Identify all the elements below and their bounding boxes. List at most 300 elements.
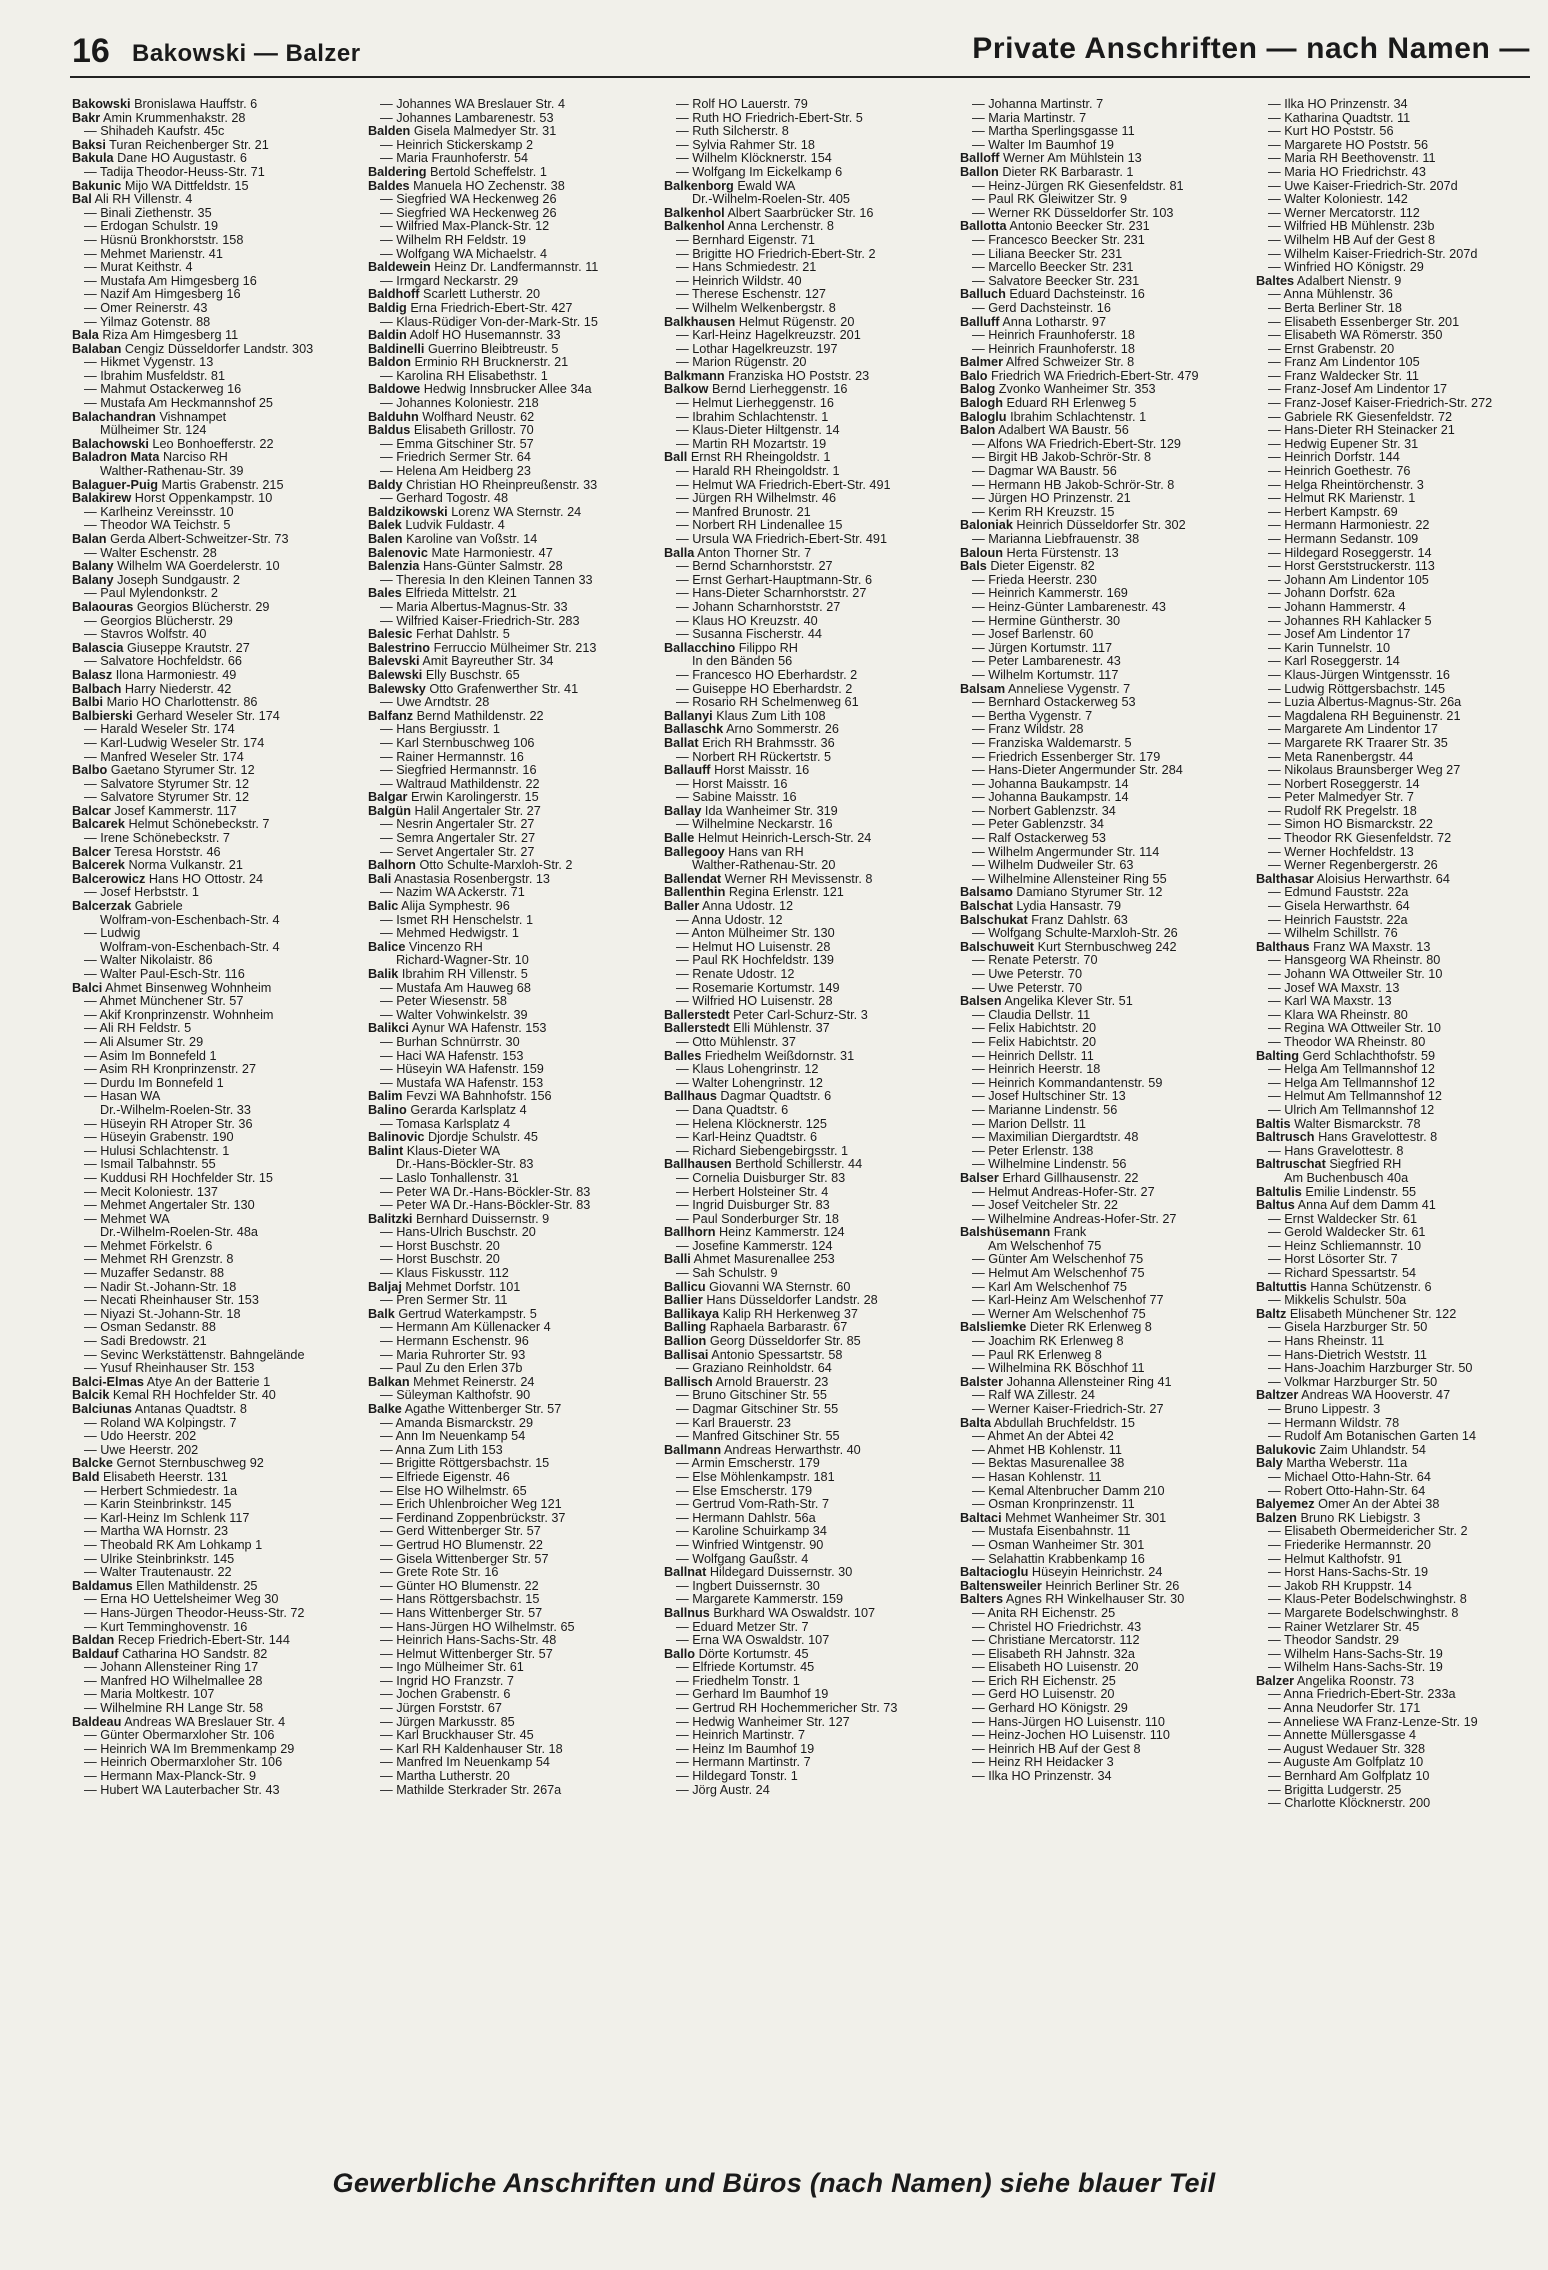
surname: Balcerzak xyxy=(72,900,132,914)
entry-details: Gerhard Weseler Str. 174 xyxy=(136,709,280,723)
entry-details: Dagmar Quadtstr. 6 xyxy=(720,1090,832,1104)
directory-subentry: — Marianne Lindenstr. 56 xyxy=(972,1103,1118,1117)
directory-subentry: — Karl WA Maxstr. 13 xyxy=(1268,995,1392,1009)
surname: Baltulis xyxy=(1256,1185,1302,1199)
directory-subentry: — Ferdinand Zoppenbrückstr. 37 xyxy=(380,1511,566,1525)
entry-details: Damiano Styrumer Str. 12 xyxy=(1016,886,1163,900)
surname: Balta xyxy=(960,1416,992,1430)
entry-details: Josef Kammerstr. 117 xyxy=(114,804,237,818)
directory-subentry: — Hermann HB Jakob-Schrör-Str. 8 xyxy=(972,478,1175,492)
directory-subentry: — Werner Am Welschenhof 75 xyxy=(972,1307,1146,1321)
directory-subentry: — Rudolf RK Pregelstr. 18 xyxy=(1268,804,1417,818)
directory-subentry: — Katharina Quadtstr. 11 xyxy=(1268,111,1411,125)
directory-entry xyxy=(72,451,348,465)
directory-subentry: — Martin RH Mozartstr. 19 xyxy=(676,437,827,451)
entry-continuation: In den Bänden 56 xyxy=(692,655,793,669)
directory-subentry: — Anita RH Eichenstr. 25 xyxy=(972,1606,1116,1620)
directory-subentry: — Francesco HO Eberhardstr. 2 xyxy=(676,668,858,682)
entry-details: Anna Lerchenstr. 8 xyxy=(727,220,834,234)
directory-subentry: — Nadir St.-Johann-Str. 18 xyxy=(84,1280,237,1294)
directory-subentry: — Liliana Beecker Str. 231 xyxy=(972,247,1123,261)
directory-entry xyxy=(1256,1199,1532,1213)
directory-subentry: — Ali Alsumer Str. 29 xyxy=(84,1035,204,1049)
directory-entry xyxy=(664,873,940,887)
directory-subentry: — Anton Mülheimer Str. 130 xyxy=(676,927,835,941)
directory-subentry: — Gerd Dachsteinstr. 16 xyxy=(972,301,1111,315)
directory-entry xyxy=(72,669,348,683)
directory-subentry: — Anna Udostr. 12 xyxy=(676,913,783,927)
directory-subentry: — Ahmet HB Kohlenstr. 11 xyxy=(972,1443,1122,1457)
directory-subentry: — Elfriede Eigenstr. 46 xyxy=(380,1470,510,1484)
directory-entry xyxy=(664,1308,940,1322)
directory-entry xyxy=(72,982,348,996)
entry-details: Guerrino Bleibtreustr. 5 xyxy=(427,342,559,356)
directory-subentry: — Gertrud RH Hochemmericher Str. 73 xyxy=(676,1702,898,1716)
directory-entry xyxy=(664,1648,940,1662)
directory-entry xyxy=(664,900,940,914)
directory-subentry: — Hüseyin Grabenstr. 190 xyxy=(84,1131,234,1145)
directory-subentry: — Else HO Wilhelmstr. 65 xyxy=(380,1484,527,1498)
entry-details: Georg Düsseldorfer Str. 85 xyxy=(709,1335,861,1349)
directory-entry xyxy=(72,601,348,615)
directory-entry xyxy=(72,873,348,887)
surname: Ballegooy xyxy=(664,845,725,859)
directory-subentry: — Johannes WA Breslauer Str. 4 xyxy=(380,98,565,111)
directory-entry xyxy=(72,139,348,153)
entry-details: Bernhard Duissernstr. 9 xyxy=(415,1212,550,1226)
directory-subentry: — Karl-Heinz Im Schlenk 117 xyxy=(84,1511,250,1525)
directory-entry xyxy=(664,220,940,234)
surname: Baloun xyxy=(960,546,1003,560)
directory-subentry: — Heinrich Fraunhoferstr. 18 xyxy=(972,342,1135,356)
directory-entry xyxy=(1256,1186,1532,1200)
surname: Baltzer xyxy=(1256,1389,1299,1403)
entry-details: Arno Sommerstr. 26 xyxy=(726,723,839,737)
directory-entry xyxy=(368,628,644,642)
directory-subentry: — Heinrich Kammerstr. 169 xyxy=(972,587,1128,601)
directory-subentry: — Durdu Im Bonnefeld 1 xyxy=(84,1076,224,1090)
directory-subentry: — Wilhelm HB Auf der Gest 8 xyxy=(1268,233,1436,247)
entry-details: Eduard RH Erlenweg 5 xyxy=(1006,397,1137,411)
surname: Balachandran xyxy=(72,410,156,424)
directory-subentry: — Heinrich HB Auf der Gest 8 xyxy=(972,1742,1141,1756)
directory-entry xyxy=(664,1022,940,1036)
entry-details: Elisabeth Heerstr. 131 xyxy=(103,1470,228,1484)
directory-entry xyxy=(960,683,1236,697)
directory-subentry: — Gertrud HO Blumenstr. 22 xyxy=(380,1538,543,1552)
directory-entry xyxy=(664,1444,940,1458)
surname: Baldowe xyxy=(368,383,421,397)
directory-entry xyxy=(72,329,348,343)
directory-subentry: — Ernst Grabenstr. 20 xyxy=(1268,342,1395,356)
entry-details: Ibrahim Schlachtenstr. 1 xyxy=(1010,410,1147,424)
directory-subentry: — Karl Bruckhauser Str. 45 xyxy=(380,1729,534,1743)
directory-subentry: — Friederike Hermannstr. 20 xyxy=(1268,1538,1431,1552)
entry-continuation: Wolfram-von-Eschenbach-Str. 4 xyxy=(100,913,280,927)
entry-details: Ellen Mathildenstr. 25 xyxy=(136,1579,258,1593)
directory-entry xyxy=(1256,1281,1532,1295)
directory-subentry: — Helmut Andreas-Hofer-Str. 27 xyxy=(972,1185,1155,1199)
entry-details: Siegfried RH xyxy=(1329,1158,1402,1172)
directory-subentry: — Simon HO Bismarckstr. 22 xyxy=(1268,818,1433,832)
directory-entry xyxy=(368,411,644,425)
directory-subentry: — Horst Buschstr. 20 xyxy=(380,1253,500,1267)
entry-details: Bernd Mathildenstr. 22 xyxy=(416,709,544,723)
entry-details: Fevzi WA Bahnhofstr. 156 xyxy=(406,1090,552,1104)
directory-subentry: — Yusuf Rheinhauser Str. 153 xyxy=(84,1362,255,1376)
directory-subentry: — Hildegard Roseggerstr. 14 xyxy=(1268,546,1432,560)
directory-subentry: — Wolfgang Schulte-Marxloh-Str. 26 xyxy=(972,927,1178,941)
directory-entry xyxy=(368,859,644,873)
directory-subentry: — Johann Scharnhorststr. 27 xyxy=(676,600,841,614)
directory-subentry: — Gerold Waldecker Str. 61 xyxy=(1268,1226,1426,1240)
entry-details: Lydia Hansastr. 79 xyxy=(1016,900,1122,914)
entry-details: Georgios Blücherstr. 29 xyxy=(136,600,270,614)
directory-subentry: — Otto Mühlenstr. 37 xyxy=(676,1035,796,1049)
directory-subentry: — Pren Sermer Str. 11 xyxy=(380,1294,508,1308)
directory-subentry: — Tomasa Karlsplatz 4 xyxy=(380,1117,511,1131)
entry-details: Ewald WA xyxy=(737,179,796,193)
surname: Baltacioglu xyxy=(960,1566,1029,1580)
surname: Balakirew xyxy=(72,492,132,506)
directory-subentry: — Ilka HO Prinzenstr. 34 xyxy=(972,1770,1112,1784)
directory-subentry: — Jürgen HO Prinzenstr. 21 xyxy=(972,492,1131,506)
directory-entry xyxy=(1256,1050,1532,1064)
directory-subentry: — Karl RH Kaldenhauser Str. 18 xyxy=(380,1742,563,1756)
entry-details: Christian HO Rheinpreußenstr. 33 xyxy=(406,478,598,492)
directory-subentry: — Wilfried Max-Planck-Str. 12 xyxy=(380,220,550,234)
directory-subentry: — Walter Lohengrinstr. 12 xyxy=(676,1076,823,1090)
directory-subentry: — Rainer Hermannstr. 16 xyxy=(380,750,524,764)
surname: Ballerstedt xyxy=(664,1022,730,1036)
directory-subentry: — Frieda Heerstr. 230 xyxy=(972,573,1097,587)
directory-subentry: — Graziano Reinholdstr. 64 xyxy=(676,1362,832,1376)
directory-subentry: — Ahmet Münchener Str. 57 xyxy=(84,995,244,1009)
directory-entry xyxy=(368,1104,644,1118)
entry-details: Helmut Heinrich-Lersch-Str. 24 xyxy=(697,832,872,846)
directory-subentry: — Armin Emscherstr. 179 xyxy=(676,1457,820,1471)
directory-subentry: — Bernhard Ostackerweg 53 xyxy=(972,696,1136,710)
directory-subentry: — Gertrud Vom-Rath-Str. 7 xyxy=(676,1498,830,1512)
surname: Ballauff xyxy=(664,764,711,778)
directory-subentry: — Paul Zu den Erlen 37b xyxy=(380,1362,523,1376)
directory-subentry: — Harald Weseler Str. 174 xyxy=(84,723,235,737)
entry-continuation: Walther-Rathenau-Str. 39 xyxy=(100,465,244,479)
directory-subentry: — Luzia Albertus-Magnus-Str. 26a xyxy=(1268,696,1462,710)
surname: Ballion xyxy=(664,1335,707,1349)
entry-details: Martis Grabenstr. 215 xyxy=(161,478,284,492)
page-header xyxy=(70,26,1530,78)
directory-entry xyxy=(664,1009,940,1023)
directory-subentry: — Süleyman Kalthofstr. 90 xyxy=(380,1389,531,1403)
directory-subentry: — Hildegard Tonstr. 1 xyxy=(676,1770,798,1784)
directory-subentry: — Hüsnü Bronkhorststr. 158 xyxy=(84,233,244,247)
directory-entry xyxy=(664,1090,940,1104)
directory-subentry: — Susanna Fischerstr. 44 xyxy=(676,628,822,642)
directory-subentry: — Hansgeorg WA Rheinstr. 80 xyxy=(1268,954,1441,968)
directory-subentry: — Klaus-Peter Bodelschwinghstr. 8 xyxy=(1268,1593,1467,1607)
directory-subentry: — Werner Hochfeldstr. 13 xyxy=(1268,845,1414,859)
entry-details: Ilona Harmoniestr. 49 xyxy=(115,668,237,682)
entry-continuation: Walther-Rathenau-Str. 20 xyxy=(692,859,836,873)
directory-subentry: — Peter Lambarenestr. 43 xyxy=(972,655,1121,669)
surname: Ballay xyxy=(664,804,702,818)
directory-subentry: — Walter Eschenstr. 28 xyxy=(84,546,217,560)
directory-subentry: — Ulrike Steinbrinkstr. 145 xyxy=(84,1552,235,1566)
directory-subentry: — Gerhard HO Königstr. 29 xyxy=(972,1702,1128,1716)
surname: Balla xyxy=(664,546,695,560)
entry-details: Djordje Schulstr. 45 xyxy=(427,1131,538,1145)
directory-entry xyxy=(368,669,644,683)
entry-details: Regina Erlenstr. 121 xyxy=(728,886,844,900)
entry-details: Anastasia Rosenbergstr. 13 xyxy=(394,872,550,886)
entry-details: Erich RH Brahmsstr. 36 xyxy=(702,736,835,750)
directory-subentry: — Ali RH Feldstr. 5 xyxy=(84,1022,192,1036)
directory-entry xyxy=(1256,873,1532,887)
surname: Balachowski xyxy=(72,437,149,451)
directory-entry xyxy=(72,900,348,914)
surname: Baltensweiler xyxy=(960,1579,1042,1593)
directory-subentry: — Paul RK Erlenweg 8 xyxy=(972,1348,1102,1362)
surname: Baltes xyxy=(1256,274,1295,288)
surname: Baldan xyxy=(72,1634,115,1648)
directory-subentry: — Karl-Heinz Hagelkreuzstr. 201 xyxy=(676,329,861,343)
surname: Balany xyxy=(72,560,114,574)
directory-subentry: — Stavros Wolfstr. 40 xyxy=(84,628,207,642)
directory-subentry: — Walter Trautenaustr. 22 xyxy=(84,1566,232,1580)
directory-entry xyxy=(72,152,348,166)
surname: Bala xyxy=(72,329,99,343)
surname: Balino xyxy=(368,1103,407,1117)
directory-entry xyxy=(1256,275,1532,289)
surname: Balcik xyxy=(72,1389,110,1403)
directory-entry xyxy=(72,710,348,724)
surname: Baldamus xyxy=(72,1579,133,1593)
entry-details: Heinrich Düsseldorfer Str. 302 xyxy=(1016,519,1186,533)
directory-subentry: — Peter Erlenstr. 138 xyxy=(972,1144,1094,1158)
directory-subentry: — Kurt Temminghovenstr. 16 xyxy=(84,1620,248,1634)
entry-details: Otto Grafenwerther Str. 41 xyxy=(429,682,579,696)
entry-details: Zaim Uhlandstr. 54 xyxy=(1319,1443,1426,1457)
entry-details: Cengiz Düsseldorfer Landstr. 303 xyxy=(124,342,314,356)
directory-subentry: — Norbert RH Lindenallee 15 xyxy=(676,519,843,533)
entry-details: Hans Gravelottestr. 8 xyxy=(1318,1131,1438,1145)
entry-details: Arnold Brauerstr. 23 xyxy=(715,1375,829,1389)
directory-entry xyxy=(72,1457,348,1471)
directory-subentry: — Karl Roseggerstr. 14 xyxy=(1268,655,1400,669)
directory-entry xyxy=(664,207,940,221)
surname: Baltrusch xyxy=(1256,1131,1315,1145)
directory-subentry: — Osman Sedanstr. 88 xyxy=(84,1321,216,1335)
directory-subentry: — Ludwig xyxy=(84,927,141,941)
surname: Balkenhol xyxy=(664,220,725,234)
directory-subentry: — Hermann Eschenstr. 96 xyxy=(380,1335,529,1349)
surname: Baldin xyxy=(368,329,407,343)
directory-entry xyxy=(960,316,1236,330)
directory-subentry: — Theodor WA Rheinstr. 80 xyxy=(1268,1035,1426,1049)
directory-subentry: — Hans-Joachim Harzburger Str. 50 xyxy=(1268,1362,1473,1376)
entry-details: Anneliese Vygenstr. 7 xyxy=(1007,682,1131,696)
surname: Baloniak xyxy=(960,519,1013,533)
directory-subentry: — Anna Friedrich-Ebert-Str. 233a xyxy=(1268,1688,1456,1702)
directory-subentry: — Heinrich Heerstr. 18 xyxy=(972,1063,1101,1077)
entry-details: Aynur WA Hafenstr. 153 xyxy=(411,1022,547,1036)
entry-details: Hans van RH xyxy=(728,845,804,859)
entry-details: Herta Fürstenstr. 13 xyxy=(1006,546,1119,560)
directory-subentry: — Hans Bergiusstr. 1 xyxy=(380,723,500,737)
directory-subentry: — Hermann Am Küllenacker 4 xyxy=(380,1321,551,1335)
directory-subentry: — Helga Am Tellmannshof 12 xyxy=(1268,1063,1435,1077)
entry-details: Karoline van Voßstr. 14 xyxy=(406,533,538,546)
directory-subentry: — Peter Gablenzstr. 34 xyxy=(972,818,1104,832)
surname: Balci xyxy=(72,981,103,995)
entry-details: Walter Bismarckstr. 78 xyxy=(1294,1117,1421,1131)
entry-details: Anna Lotharstr. 97 xyxy=(1002,315,1106,329)
directory-subentry: — Edmund Fauststr. 22a xyxy=(1268,886,1409,900)
directory-entry xyxy=(960,166,1236,180)
surname: Balevski xyxy=(368,655,420,669)
directory-subentry: — Michael Otto-Hahn-Str. 64 xyxy=(1268,1470,1431,1484)
directory-entry xyxy=(368,642,644,656)
directory-subentry: — Necati Rheinhauser Str. 153 xyxy=(84,1294,259,1308)
directory-entry xyxy=(960,1172,1236,1186)
directory-subentry: — Birgit HB Jakob-Schrör-Str. 8 xyxy=(972,451,1152,465)
surname: Ballotta xyxy=(960,220,1007,234)
surname: Baldes xyxy=(368,179,410,193)
directory-subentry: — Ingbert Duissernstr. 30 xyxy=(676,1579,820,1593)
surname: Ballisch xyxy=(664,1375,713,1389)
entry-details: Heinz Kammerstr. 124 xyxy=(719,1226,845,1240)
directory-entry xyxy=(368,424,644,438)
surname: Ballon xyxy=(960,165,999,179)
entry-details: Helmut Rügenstr. 20 xyxy=(738,315,855,329)
surname: Balenovic xyxy=(368,546,428,560)
directory-entry xyxy=(664,1281,940,1295)
surname: Balting xyxy=(1256,1049,1299,1063)
surname: Balkmann xyxy=(664,369,725,383)
directory-entry xyxy=(960,886,1236,900)
directory-subentry: — Helmut Am Welschenhof 75 xyxy=(972,1267,1145,1281)
directory-subentry: — Siegfried Hermannstr. 16 xyxy=(380,764,537,778)
entry-details: Emilie Lindenstr. 55 xyxy=(1305,1185,1417,1199)
directory-subentry: — Gerhard Togostr. 48 xyxy=(380,492,509,506)
directory-subentry: — Mecit Koloniestr. 137 xyxy=(84,1185,218,1199)
directory-entry xyxy=(960,1417,1236,1431)
directory-subentry: — Karin Tunnelstr. 10 xyxy=(1268,641,1391,655)
section-heading: Private Anschriften — nach Namen — xyxy=(972,32,1530,65)
directory-entry xyxy=(72,411,348,425)
directory-subentry: — Hans Röttgersbachstr. 15 xyxy=(380,1593,540,1607)
directory-subentry: — Bernd Scharnhorststr. 27 xyxy=(676,560,833,574)
directory-entry xyxy=(664,451,940,465)
directory-subentry: — Laslo Tonhallenstr. 31 xyxy=(380,1171,519,1185)
directory-subentry: — Ismail Talbahnstr. 55 xyxy=(84,1158,216,1172)
surname: Balany xyxy=(72,573,114,587)
entry-details: Atye An der Batterie 1 xyxy=(146,1375,271,1389)
directory-entry xyxy=(1256,1389,1532,1403)
directory-subentry: — Karolina RH Elisabethstr. 1 xyxy=(380,369,548,383)
directory-subentry: — Josefine Kammerstr. 124 xyxy=(676,1239,833,1253)
entry-details: Mate Harmoniestr. 47 xyxy=(431,546,553,560)
surname: Balgün xyxy=(368,804,411,818)
directory-entry xyxy=(72,1716,348,1730)
entry-details: Antonio Spessartstr. 58 xyxy=(711,1348,843,1362)
entry-details: Abdullah Bruchfeldstr. 15 xyxy=(993,1416,1135,1430)
directory-subentry: — Cornelia Duisburger Str. 83 xyxy=(676,1171,846,1185)
directory-subentry: — Manfred Weseler Str. 174 xyxy=(84,750,244,764)
directory-subentry: — Heinrich Martinstr. 7 xyxy=(676,1729,806,1743)
directory-subentry: — Heinrich Wildstr. 40 xyxy=(676,274,802,288)
directory-subentry: — Mehmet WA xyxy=(84,1212,170,1226)
directory-subentry: — Richard Siebengebirgsstr. 1 xyxy=(676,1144,849,1158)
directory-subentry: — Heinrich Goethestr. 76 xyxy=(1268,465,1411,479)
directory-subentry: — Jürgen RH Wilhelmstr. 46 xyxy=(676,492,837,506)
directory-subentry: — Johanna Baukampstr. 14 xyxy=(972,777,1129,791)
directory-entry xyxy=(368,900,644,914)
directory-subentry: — Ruth Silcherstr. 8 xyxy=(676,125,789,139)
directory-subentry: — Jochen Grabenstr. 6 xyxy=(380,1688,511,1702)
directory-subentry: — Wilhelmine RH Lange Str. 58 xyxy=(84,1702,264,1716)
entry-details: Berthold Schillerstr. 44 xyxy=(735,1158,863,1172)
directory-subentry: — Mehmet Marienstr. 41 xyxy=(84,247,223,261)
directory-subentry: — Kurt HO Poststr. 56 xyxy=(1268,125,1394,139)
surname: Baltuttis xyxy=(1256,1280,1307,1294)
entry-details: Turan Reichenberger Str. 21 xyxy=(109,138,269,152)
entry-details: Heinz Dr. Landfermannstr. 11 xyxy=(434,261,599,275)
directory-subentry: — Marianna Liebfrauenstr. 38 xyxy=(972,533,1140,546)
directory-subentry: — Magdalena RH Beguinenstr. 21 xyxy=(1268,709,1461,723)
directory-subentry: — Klaus-Jürgen Wintgensstr. 16 xyxy=(1268,668,1450,682)
surname: Balcar xyxy=(72,804,111,818)
entry-details: Ahmet Masurenallee 253 xyxy=(693,1253,835,1267)
entry-details: Andreas Herwarthstr. 40 xyxy=(723,1443,861,1457)
directory-entry xyxy=(960,370,1236,384)
surname: Balster xyxy=(960,1375,1004,1389)
directory-subentry: — Norbert Roseggerstr. 14 xyxy=(1268,777,1420,791)
entry-details: Burkhard WA Oswaldstr. 107 xyxy=(713,1606,876,1620)
directory-entry xyxy=(72,805,348,819)
directory-subentry: — Hermann Wildstr. 78 xyxy=(1268,1416,1400,1430)
directory-subentry: — Bernhard Eigenstr. 71 xyxy=(676,233,815,247)
directory-subentry: — Salvatore Styrumer Str. 12 xyxy=(84,791,249,805)
directory-entry xyxy=(664,1376,940,1390)
directory-subentry: — Shihadeh Kaufstr. 45c xyxy=(84,125,225,139)
directory-subentry: — Wilfried HO Luisenstr. 28 xyxy=(676,995,833,1009)
directory-subentry: — Margarete Kammerstr. 159 xyxy=(676,1593,844,1607)
directory-subentry: — Wilhelm Kaiser-Friedrich-Str. 207d xyxy=(1268,247,1478,261)
directory-entry xyxy=(1256,1158,1532,1172)
directory-entry xyxy=(960,1566,1236,1580)
entry-details: Frank xyxy=(1053,1226,1087,1240)
directory-subentry: — Walter Koloniestr. 142 xyxy=(1268,193,1408,207)
directory-entry xyxy=(1256,1498,1532,1512)
directory-subentry: — Erdogan Schulstr. 19 xyxy=(84,220,218,234)
directory-subentry: — Hans Rheinstr. 11 xyxy=(1268,1335,1385,1349)
surname: Baller xyxy=(664,900,700,914)
directory-subentry: — Harald RH Rheingoldstr. 1 xyxy=(676,465,840,479)
directory-subentry: — Bernhard Am Golfplatz 10 xyxy=(1268,1770,1430,1784)
surname: Baksi xyxy=(72,138,106,152)
directory-subentry: — Wolfgang Gaußstr. 4 xyxy=(676,1552,809,1566)
directory-subentry: — Ibrahim Schlachtenstr. 1 xyxy=(676,410,829,424)
directory-entry xyxy=(368,1145,644,1159)
directory-subentry: — Heinrich Dellstr. 11 xyxy=(972,1049,1094,1063)
directory-entry xyxy=(1256,941,1532,955)
directory-entry xyxy=(960,995,1236,1009)
directory-subentry: — Ruth HO Friedrich-Ebert-Str. 5 xyxy=(676,111,863,125)
directory-subentry: — Johann Hammerstr. 4 xyxy=(1268,600,1406,614)
surname: Bakr xyxy=(72,111,101,125)
